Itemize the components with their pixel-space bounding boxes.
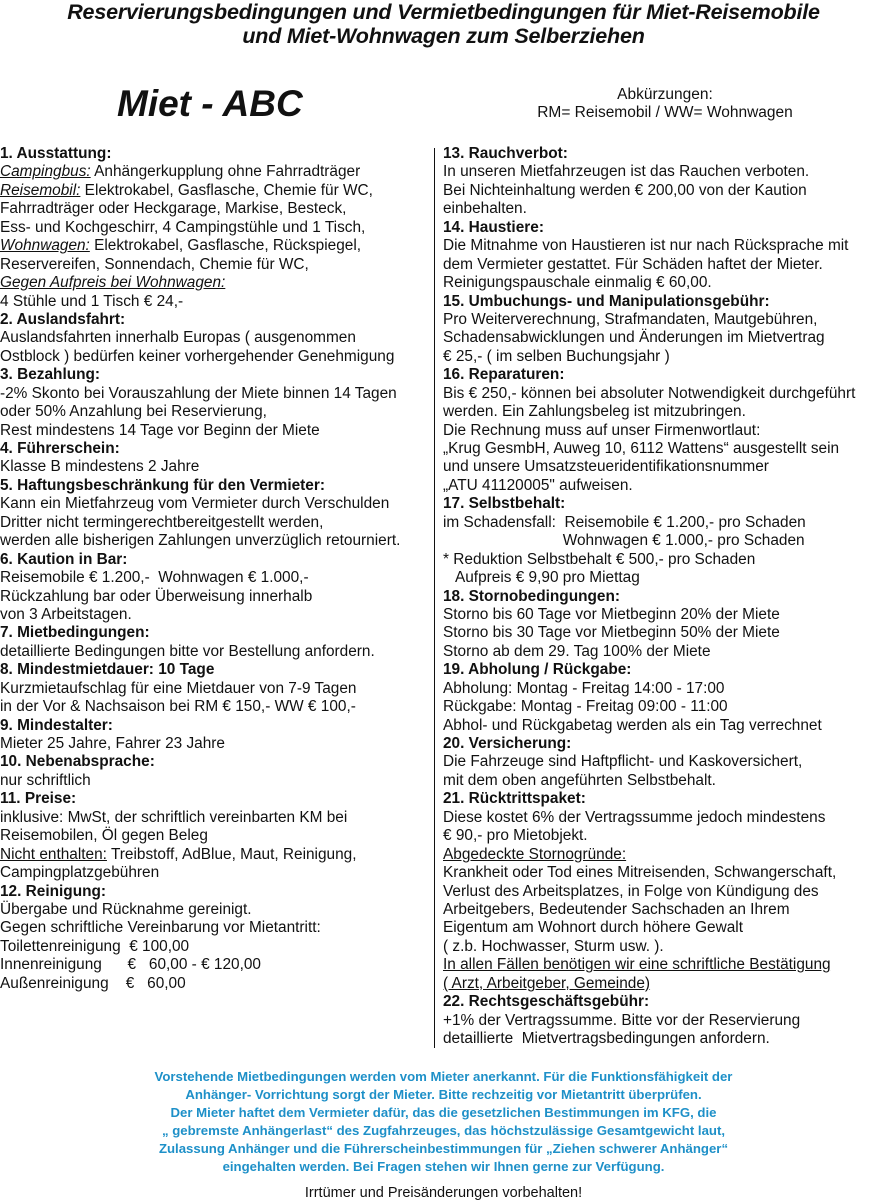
text-line: Diese kostet 6% der Vertragssumme jedoch mindestens bbox=[443, 808, 826, 826]
text-line: Mieter 25 Jahre, Fahrer 23 Jahre bbox=[0, 735, 225, 752]
section-heading: 12. Reinigung: bbox=[0, 882, 107, 900]
text-line: Die Mitnahme von Haustieren ist nur nach Rücksprache mit bbox=[443, 237, 849, 255]
notice-line: Zulassung Anhänger und die Führerscheinbestimmungen für „Ziehen schwerer Anhänger“ bbox=[158, 1141, 729, 1157]
section-heading: 13. Rauchverbot: bbox=[443, 145, 568, 162]
text-line: „ATU 41120005" aufweisen. bbox=[443, 476, 633, 494]
section-heading: 10. Nebenabsprache: bbox=[0, 753, 155, 771]
text-line: nur schriftlich bbox=[0, 771, 91, 789]
text-line: -2% Skonto bei Vorauszahlung der Miete binnen 14 Tagen bbox=[0, 384, 397, 402]
notice-line: Vorstehende Mietbedingungen werden vom Mieter anerkannt. Für die Funktionsfähigkeit der bbox=[154, 1069, 733, 1084]
labeled-line bbox=[0, 846, 432, 864]
title-line-1: Reservierungsbedingungen und Vermietbedingungen für Miet-Reisemobile bbox=[67, 0, 820, 24]
text-line: Fahrradträger oder Heckgarage, Markise, Besteck, bbox=[0, 200, 347, 218]
text-line: Reservereifen, Sonnendach, Chemie für WC, bbox=[0, 255, 309, 273]
inline-text: Treibstoff, AdBlue, Maut, Reinigung, bbox=[106, 845, 357, 863]
section-heading: 21. Rücktrittspaket: bbox=[443, 790, 586, 808]
inline-text: Anhängerkupplung ohne Fahrradträger bbox=[90, 163, 361, 181]
section-heading: 3. Bezahlung: bbox=[0, 366, 101, 384]
section-heading: 7. Mietbedingungen: bbox=[0, 624, 150, 642]
text-line: * Reduktion Selbstbehalt € 500,- pro Schaden bbox=[443, 550, 756, 568]
text-line: Aufpreis € 9,90 pro Miettag bbox=[443, 569, 640, 587]
text-line: im Schadensfall: Reisemobile € 1.200,- pro Schaden bbox=[443, 513, 806, 531]
text-line: € 25,- ( im selben Buchungsjahr ) bbox=[443, 347, 670, 365]
inline-label: Abgedeckte Stornogründe: bbox=[443, 845, 627, 863]
text-line: dem Vermieter gestattet. Für Schäden haftet der Mieter. bbox=[443, 255, 823, 273]
inline-text: Elektrokabel, Gasflasche, Chemie für WC, bbox=[80, 181, 373, 199]
section-heading: 14. Haustiere: bbox=[443, 218, 544, 236]
section-heading: 9. Mindestalter: bbox=[0, 716, 113, 734]
text-line: +1% der Vertragssumme. Bitte vor der Reservierung bbox=[443, 1011, 801, 1029]
text-line: Pro Weiterverechnung, Strafmandaten, Mautgebühren, bbox=[443, 310, 818, 328]
text-line: € 90,- pro Mietobjekt. bbox=[443, 827, 588, 845]
abbreviations-label: Abkürzungen: bbox=[617, 86, 713, 103]
inline-label: Campingbus: bbox=[0, 163, 91, 181]
text-line: Ostblock ) bedürfen keiner vorhergehender Genehmigung bbox=[0, 347, 395, 365]
labeled-line bbox=[443, 975, 887, 993]
text-line: einbehalten. bbox=[443, 200, 527, 218]
labeled-line bbox=[0, 274, 432, 292]
text-line: Dritter nicht termingerechtbereitgestellt werden, bbox=[0, 513, 324, 531]
text-line: Innenreinigung € 60,00 - € 120,00 bbox=[0, 956, 261, 974]
text-line: Arbeitgebers, Bedeutender Sachschaden an Ihrem bbox=[443, 900, 790, 918]
text-line: 4 Stühle und 1 Tisch € 24,- bbox=[0, 292, 184, 310]
text-line: inklusive: MwSt, der schriftlich vereinbarten KM bei bbox=[0, 808, 348, 826]
section-heading: 16. Reparaturen: bbox=[443, 366, 565, 384]
notice-line: „ gebremste Anhängerlast“ des Zugfahrzeuges, das höchstzulässige Gesamtgewicht laut, bbox=[161, 1123, 726, 1139]
notice-line: eingehalten werden. Bei Fragen stehen wir Ihnen gerne zur Verfügung. bbox=[222, 1159, 665, 1175]
section-heading: 19. Abholung / Rückgabe: bbox=[443, 661, 632, 679]
inline-text: Elektrokabel, Gasflasche, Rückspiegel, bbox=[89, 237, 362, 255]
labeled-line bbox=[0, 182, 432, 200]
text-line: „Krug GesmbH, Auweg 10, 6112 Wattens“ ausgestellt sein bbox=[443, 440, 840, 457]
section-heading: 1. Ausstattung: bbox=[0, 145, 112, 162]
text-line: ( z.b. Hochwasser, Sturm usw. ). bbox=[443, 937, 664, 955]
text-line: von 3 Arbeitstagen. bbox=[0, 605, 132, 623]
text-line: Klasse B mindestens 2 Jahre bbox=[0, 458, 200, 476]
text-line: Rest mindestens 14 Tage vor Beginn der Miete bbox=[0, 421, 320, 439]
document-title bbox=[0, 0, 887, 48]
text-line: Abhol- und Rückgabetag werden als ein Tag verrechnet bbox=[443, 716, 822, 734]
text-line: oder 50% Anzahlung bei Reservierung, bbox=[0, 403, 267, 421]
text-line: Storno bis 30 Tage vor Mietbeginn 50% der Miete bbox=[443, 624, 780, 642]
text-line: Schadensabwicklungen und Änderungen im Mietvertrag bbox=[443, 329, 825, 347]
title-line-2: und Miet-Wohnwagen zum Selberziehen bbox=[242, 24, 645, 48]
footer-disclaimer: Irrtümer und Preisänderungen vorbehalten! bbox=[304, 1185, 583, 1201]
labeled-line bbox=[443, 846, 887, 864]
inline-label: Reisemobil: bbox=[0, 181, 81, 199]
column-divider bbox=[434, 148, 435, 1048]
text-line: detaillierte Bedingungen bitte vor Bestellung anfordern. bbox=[0, 642, 375, 660]
page-heading: Miet - ABC bbox=[117, 83, 303, 124]
section-heading: 22. Rechtsgeschäftsgebühr: bbox=[443, 993, 650, 1011]
labeled-line bbox=[443, 956, 887, 974]
text-line: Außenreinigung € 60,00 bbox=[0, 974, 186, 992]
text-line: Übergabe und Rücknahme gereinigt. bbox=[0, 900, 252, 918]
text-line: Bis € 250,- können bei absoluter Notwendigkeit durchgeführt bbox=[443, 384, 856, 402]
inline-label: ( Arzt, Arbeitgeber, Gemeinde) bbox=[443, 974, 651, 992]
text-line: Campingplatzgebühren bbox=[0, 864, 160, 882]
text-line: Gegen schriftliche Vereinbarung vor Mietantritt: bbox=[0, 919, 321, 937]
right-column bbox=[443, 145, 887, 1048]
abbreviations bbox=[500, 86, 830, 122]
text-line: Bei Nichteinhaltung werden € 200,00 von der Kaution bbox=[443, 181, 807, 199]
text-line: Krankheit oder Tod eines Mitreisenden, Schwangerschaft, bbox=[443, 864, 837, 882]
text-line: In unseren Mietfahrzeugen ist das Rauchen verboten. bbox=[443, 163, 810, 181]
text-line: Rückgabe: Montag - Freitag 09:00 - 11:00 bbox=[443, 698, 728, 716]
inline-label: Gegen Aufpreis bei Wohnwagen: bbox=[0, 274, 226, 292]
labeled-line bbox=[0, 163, 432, 181]
text-line: Eigentum am Wohnort durch höhere Gewalt bbox=[443, 919, 743, 937]
text-line: Die Fahrzeuge sind Haftpflicht- und Kaskoversichert, bbox=[443, 753, 803, 771]
text-line: Kurzmietaufschlag für eine Mietdauer von 7-9 Tagen bbox=[0, 679, 357, 697]
section-heading: 20. Versicherung: bbox=[443, 735, 572, 752]
text-line: Ess- und Kochgeschirr, 4 Campingstühle und 1 Tisch, bbox=[0, 218, 366, 236]
abbreviations-text: RM= Reisemobil / WW= Wohnwagen bbox=[537, 104, 793, 121]
text-line: Auslandsfahrten innerhalb Europas ( ausgenommen bbox=[0, 329, 356, 347]
text-line: Verlust des Arbeitsplatzes, in Folge von Kündigung des bbox=[443, 882, 819, 900]
inline-label: Wohnwagen: bbox=[0, 237, 90, 255]
notice-text bbox=[60, 1068, 827, 1177]
text-line: detaillierte Mietvertragsbedingungen anfordern. bbox=[443, 1030, 770, 1047]
section-heading: 2. Auslandsfahrt: bbox=[0, 310, 126, 328]
text-line: Reisemobilen, Öl gegen Beleg bbox=[0, 827, 208, 845]
text-line: Storno ab dem 29. Tag 100% der Miete bbox=[443, 642, 711, 660]
text-line: in der Vor & Nachsaison bei RM € 150,- WW € 100,- bbox=[0, 698, 356, 716]
section-heading: 17. Selbstbehalt: bbox=[443, 495, 566, 513]
text-line: mit dem oben angeführten Selbstbehalt. bbox=[443, 771, 716, 789]
inline-label: In allen Fällen benötigen wir eine schriftliche Bestätigung bbox=[443, 956, 831, 974]
text-line: und unsere Umsatzsteueridentifikationsnummer bbox=[443, 458, 769, 476]
inline-label: Nicht enthalten: bbox=[0, 845, 107, 863]
section-heading: 8. Mindestmietdauer: 10 Tage bbox=[0, 661, 215, 679]
section-heading: 15. Umbuchungs- und Manipulationsgebühr: bbox=[443, 292, 770, 310]
left-column bbox=[0, 145, 432, 993]
section-heading: 18. Stornobedingungen: bbox=[443, 587, 620, 605]
text-line: Kann ein Mietfahrzeug vom Vermieter durch Verschulden bbox=[0, 495, 390, 513]
text-line: Abholung: Montag - Freitag 14:00 - 17:00 bbox=[443, 679, 725, 697]
section-heading: 5. Haftungsbeschränkung für den Vermieter: bbox=[0, 476, 325, 494]
text-line: werden. Ein Zahlungsbeleg ist mitzubringen. bbox=[443, 403, 746, 421]
text-line: Die Rechnung muss auf unser Firmenwortlaut: bbox=[443, 421, 761, 439]
text-line: Toilettenreinigung € 100,00 bbox=[0, 937, 190, 955]
section-heading: 4. Führerschein: bbox=[0, 440, 120, 457]
section-heading: 11. Preise: bbox=[0, 790, 77, 808]
notice-line: Anhänger- Vorrichtung sorgt der Mieter. Bitte rechzeitig vor Mietantritt überprüfen. bbox=[185, 1087, 702, 1103]
section-heading: 6. Kaution in Bar: bbox=[0, 550, 128, 568]
text-line: Storno bis 60 Tage vor Mietbeginn 20% der Miete bbox=[443, 605, 780, 623]
text-line: werden alle bisherigen Zahlungen unverzüglich retourniert. bbox=[0, 532, 401, 550]
labeled-line bbox=[0, 237, 432, 255]
text-line: Wohnwagen € 1.000,- pro Schaden bbox=[443, 532, 805, 550]
text-line: Reinigungspauschale einmalig € 60,00. bbox=[443, 274, 712, 292]
text-line: Rückzahlung bar oder Überweisung innerhalb bbox=[0, 587, 313, 605]
text-line: Reisemobile € 1.200,- Wohnwagen € 1.000,- bbox=[0, 569, 309, 587]
notice-line: Der Mieter haftet dem Vermieter dafür, das die gesetzlichen Bestimmungen im KFG, die bbox=[170, 1105, 717, 1121]
